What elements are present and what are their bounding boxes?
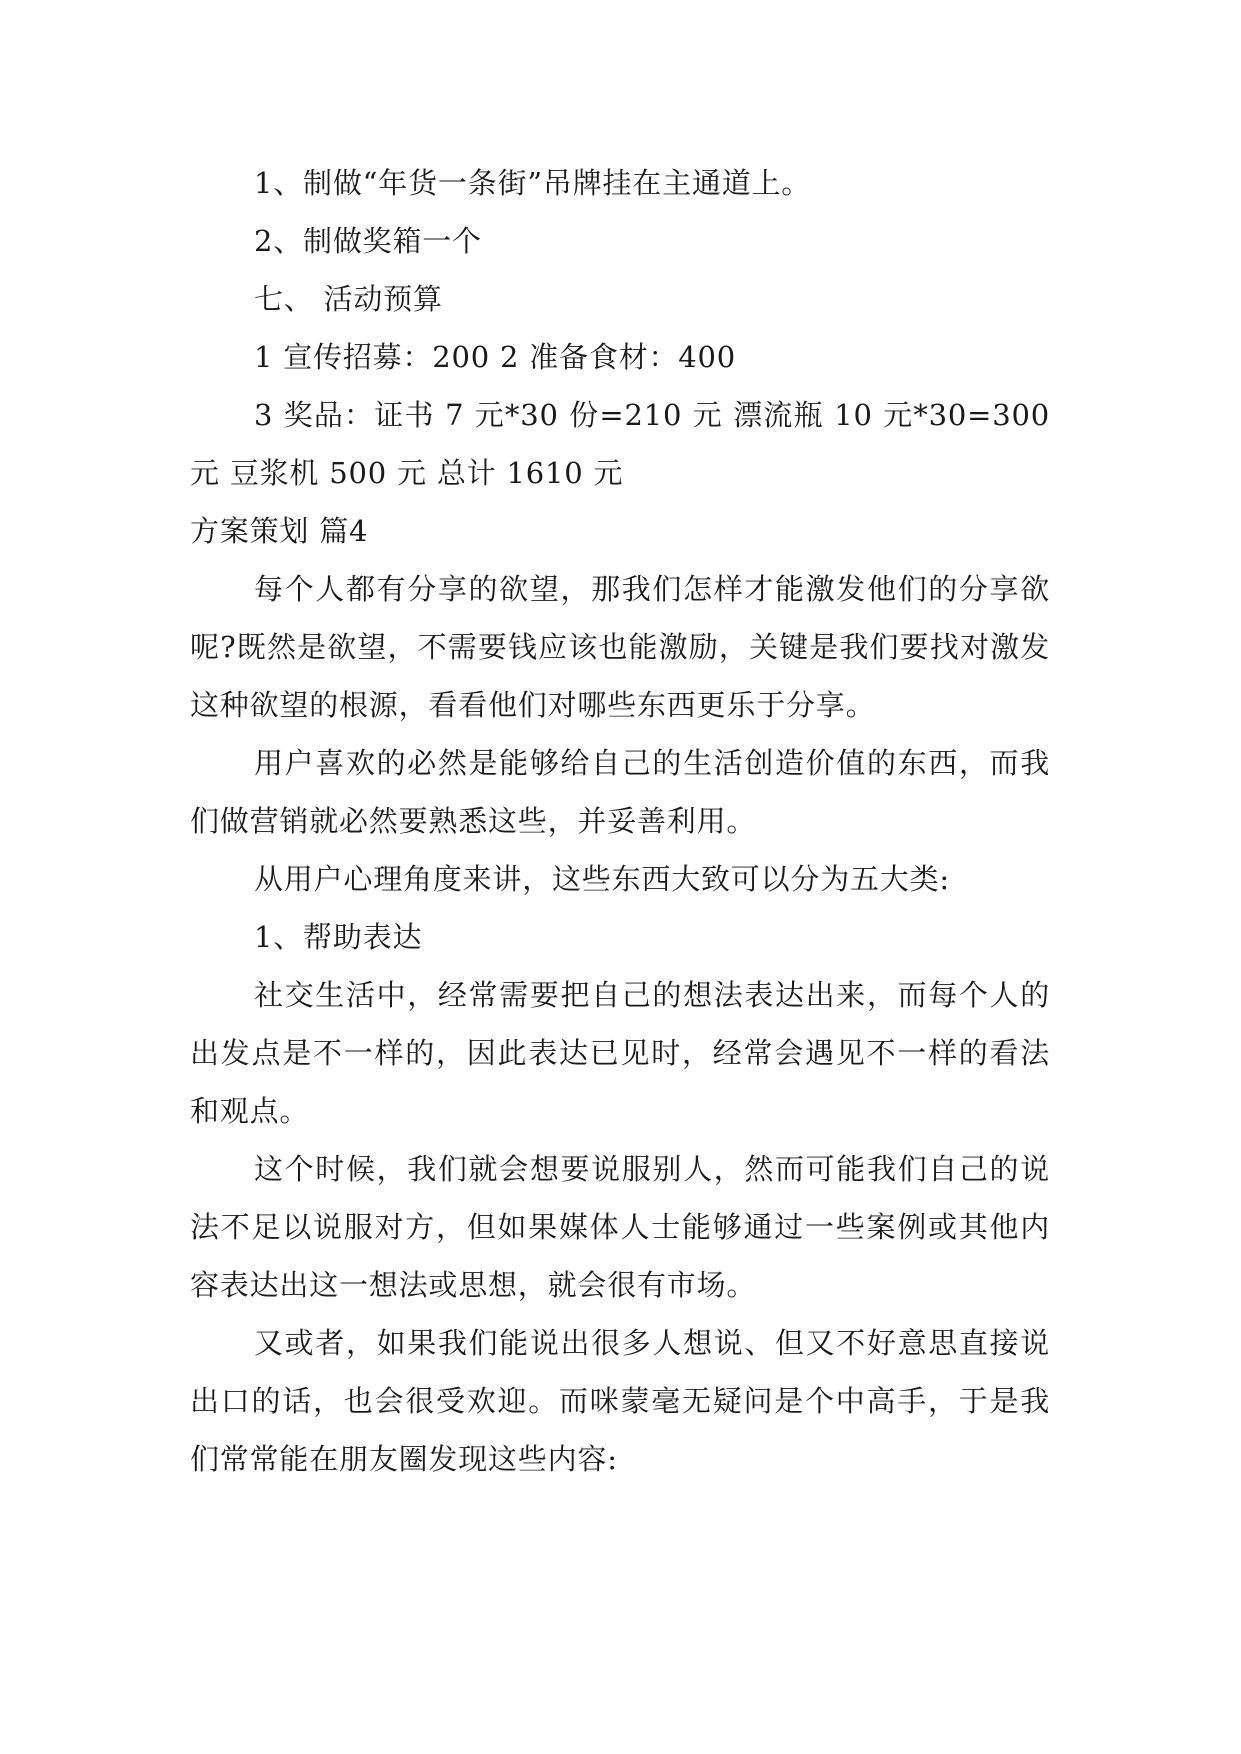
paragraph: 这个时候，我们就会想要说服别人，然而可能我们自己的说法不足以说服对方，但如果媒体人士能够通过一些案例或其他内容表达出这一想法或思想，就会很有市场。 <box>190 1152 1050 1302</box>
section-heading: 七、 活动预算 <box>254 282 443 316</box>
paragraph: 用户喜欢的必然是能够给自己的生活创造价值的东西，而我们做营销就必然要熟悉这些，并妥善利用。 <box>190 746 1050 838</box>
paragraph: 1、制做“年货一条街”吊牌挂在主通道上。 <box>254 166 812 200</box>
document-body <box>190 154 1050 1488</box>
paragraph: 社交生活中，经常需要把自己的想法表达出来，而每个人的出发点是不一样的，因此表达已见时，经常会遇见不一样的看法和观点。 <box>190 978 1050 1128</box>
paragraph: 又或者，如果我们能说出很多人想说、但又不好意思直接说出口的话，也会很受欢迎。而咪蒙毫无疑问是个中高手，于是我们常常能在朋友圈发现这些内容: <box>190 1326 1050 1476</box>
paragraph: 1 宣传招募：200 2 准备食材：400 <box>254 340 737 374</box>
paragraph: 2、制做奖箱一个 <box>254 224 482 258</box>
chapter-heading: 方案策划 篇4 <box>190 514 369 548</box>
subsection-heading: 1、帮助表达 <box>254 920 423 954</box>
paragraph: 从用户心理角度来讲，这些东西大致可以分为五大类: <box>254 862 950 896</box>
paragraph: 每个人都有分享的欲望，那我们怎样才能激发他们的分享欲呢?既然是欲望，不需要钱应该也能激励，关键是我们要找对激发这种欲望的根源，看看他们对哪些东西更乐于分享。 <box>190 572 1050 722</box>
paragraph: 3 奖品：证书 7 元*30 份=210 元 漂流瓶 10 元*30=300 元 豆浆机 500 元 总计 1610 元 <box>190 398 1050 490</box>
